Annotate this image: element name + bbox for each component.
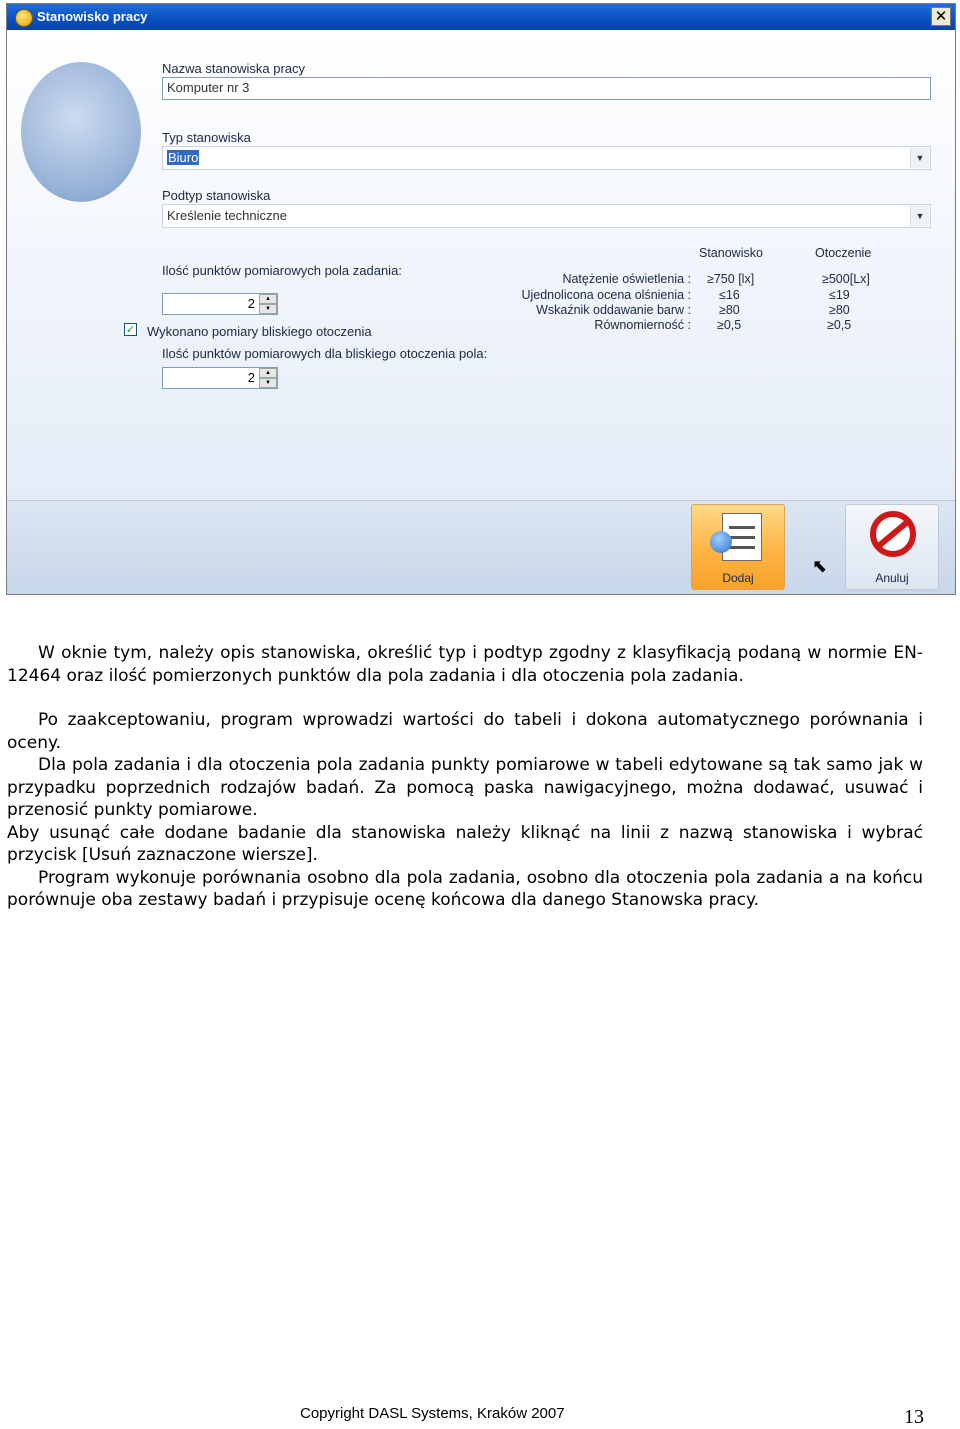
spinner-buttons[interactable] bbox=[259, 368, 277, 388]
task-points-spinner[interactable] bbox=[162, 293, 278, 315]
workplace-type-value: Biuro bbox=[168, 150, 199, 165]
prohibited-icon bbox=[870, 511, 916, 557]
workplace-name-field[interactable]: Komputer nr 3 bbox=[162, 77, 931, 100]
req-row-label: Natężenie oświetlenia : bbox=[562, 272, 691, 286]
close-button[interactable]: ✕ bbox=[931, 7, 951, 26]
surround-measured-checkbox[interactable]: ✓ bbox=[125, 323, 136, 336]
add-button[interactable] bbox=[691, 504, 785, 590]
spin-up-icon[interactable]: ▲ bbox=[259, 294, 277, 304]
add-button-label: Dodaj bbox=[722, 571, 754, 585]
spin-down-icon[interactable]: ▼ bbox=[259, 304, 277, 314]
req-row-workplace: ≥0,5 bbox=[717, 318, 742, 332]
workplace-subtype-select[interactable] bbox=[162, 204, 931, 228]
surround-measured-label: Wykonano pomiary bliskiego otoczenia bbox=[147, 324, 372, 339]
req-row-label: Ujednolicona ocena olśnienia : bbox=[521, 288, 691, 302]
req-row-workplace: ≥80 bbox=[719, 303, 740, 317]
task-points-value: 2 bbox=[247, 296, 255, 311]
paragraph: Po zaakceptowaniu, program wprowadzi wartości do tabeli i dokona automatycznego porównania i oceny. bbox=[7, 710, 923, 753]
button-band bbox=[7, 500, 955, 594]
app-icon bbox=[15, 9, 33, 27]
chevron-down-icon[interactable]: ▼ bbox=[910, 206, 929, 226]
task-points-label: Ilość punktów pomiarowych pola zadania: bbox=[162, 263, 402, 278]
req-row-surround: ≥0,5 bbox=[827, 318, 852, 332]
req-row-label: Równomierność : bbox=[594, 318, 691, 332]
workplace-type-label: Typ stanowiska bbox=[162, 130, 251, 145]
footer-copyright: Copyright DASL Systems, Kraków 2007 bbox=[300, 1405, 565, 1422]
workplace-subtype-value: Kreślenie techniczne bbox=[167, 208, 287, 223]
spin-up-icon[interactable]: ▲ bbox=[259, 368, 277, 378]
col-workplace-header: Stanowisko bbox=[699, 246, 763, 260]
paragraph: Program wykonuje porównania osobno dla pola zadania, osobno dla otoczenia pola zadania a na końcu porównuje oba zestawy badań i przypisuje ocenę końcowa dla danego Stanowska pracy. bbox=[7, 867, 923, 910]
surround-points-label: Ilość punktów pomiarowych dla bliskiego otoczenia pola: bbox=[162, 346, 488, 361]
paragraph: W oknie tym, należy opis stanowiska, określić typ i podtyp zgodny z klasyfikacją podaną w normie EN-12464 oraz ilość pomierzonych punktów dla pola zadania i dla otoczenia pola zadania. bbox=[7, 643, 923, 686]
req-row-label: Wskaźnik oddawanie barw : bbox=[536, 303, 691, 317]
workplace-subtype-label: Podtyp stanowiska bbox=[162, 188, 271, 203]
page-number: 13 bbox=[904, 1406, 924, 1428]
body-text bbox=[7, 642, 923, 912]
spinner-buttons[interactable] bbox=[259, 294, 277, 314]
surround-points-spinner[interactable] bbox=[162, 367, 278, 389]
req-row-surround: ≥500[Lx] bbox=[822, 272, 870, 286]
surround-points-value: 2 bbox=[247, 370, 255, 385]
col-surround-header: Otoczenie bbox=[815, 246, 872, 260]
req-row-surround: ≥80 bbox=[829, 303, 850, 317]
globe-icon bbox=[710, 531, 732, 553]
paragraph: Dla pola zadania i dla otoczenia pola zadania punkty pomiarowe w tabeli edytowane są tak samo jak w przypadku poprzednich rodzajów badań. Za pomocą paska nawigacyjnego, można dodawać, usuwać i przenosić punkty pomiarowe. bbox=[7, 755, 923, 820]
workplace-dialog bbox=[6, 3, 956, 595]
cancel-button[interactable] bbox=[845, 504, 939, 590]
title-bar[interactable] bbox=[7, 4, 955, 30]
spin-down-icon[interactable]: ▼ bbox=[259, 378, 277, 388]
req-row-workplace: ≤16 bbox=[719, 288, 740, 302]
paragraph: Aby usunąć całe dodane badanie dla stanowiska należy kliknąć na linii z nazwą stanowiska i wybrać przycisk [Usuń zaznaczone wiersze]. bbox=[7, 822, 923, 865]
cancel-button-label: Anuluj bbox=[875, 571, 909, 585]
workplace-name-label: Nazwa stanowiska pracy bbox=[162, 61, 306, 76]
dialog-title: Stanowisko pracy bbox=[37, 9, 148, 24]
workplace-type-select[interactable] bbox=[162, 146, 931, 170]
req-row-workplace: ≥750 [lx] bbox=[707, 272, 755, 286]
chevron-down-icon[interactable]: ▼ bbox=[910, 148, 929, 168]
desk-lamp-icon bbox=[21, 62, 141, 202]
req-row-surround: ≤19 bbox=[829, 288, 850, 302]
mouse-cursor-icon: ⬉ bbox=[812, 556, 828, 577]
dialog-client-area bbox=[7, 30, 955, 594]
